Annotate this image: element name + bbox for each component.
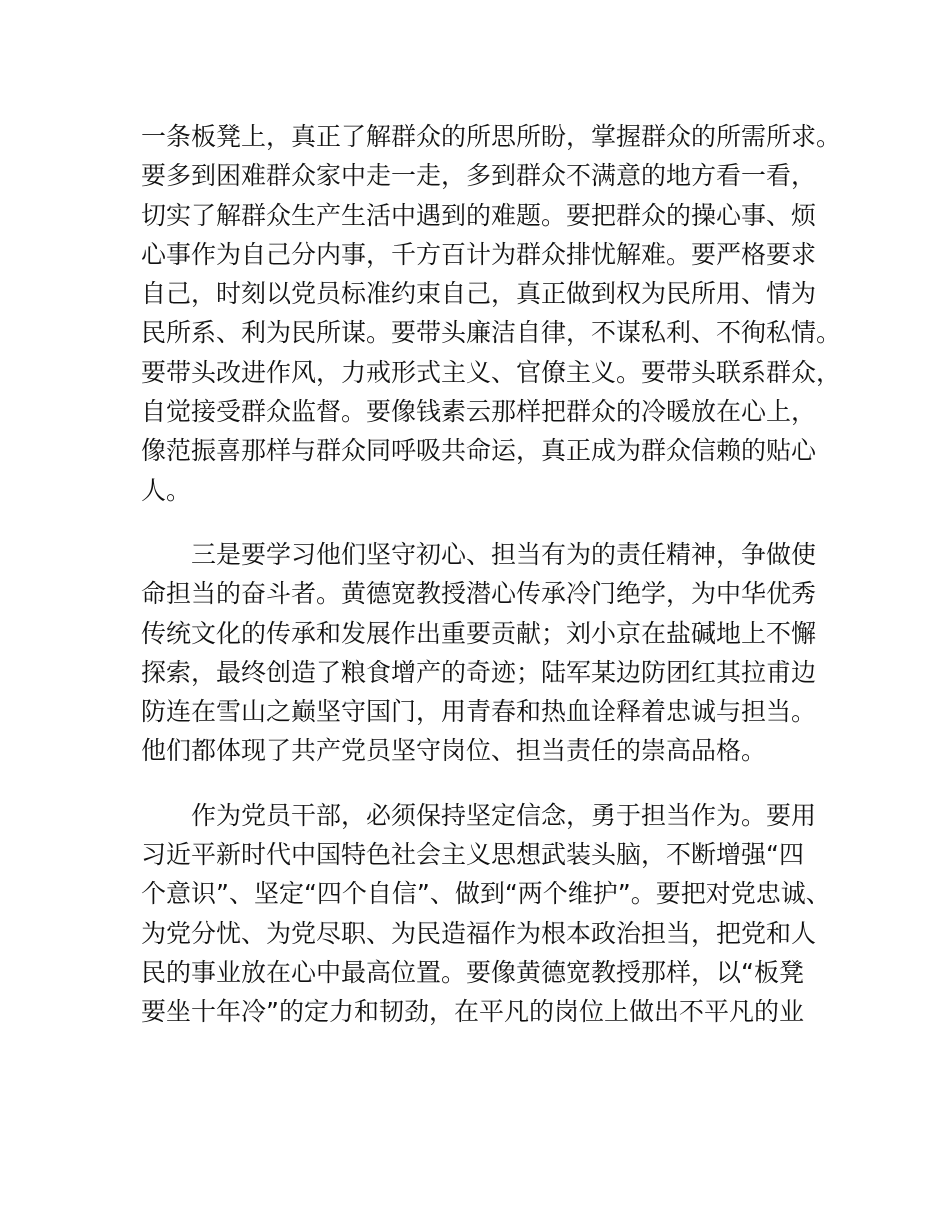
text-line: 他们都体现了共产党员坚守岗位、担当责任的崇高品格。: [141, 736, 767, 766]
text-line: 民的事业放在心中最高位置。要像黄德宽教授那样，以“板凳: [141, 957, 804, 987]
text-line: 防连在雪山之巅坚守国门，用青春和热血诠释着忠诚与担当。: [141, 697, 817, 727]
text-line: 探索，最终创造了粮食增产的奇迹；陆军某边防团红其拉甫边: [141, 657, 817, 687]
text-line: 民所系、利为民所谋。要带头廉洁自律，不谋私利、不徇私情。: [141, 318, 842, 348]
document-body: [141, 117, 841, 1032]
text-line: 习近平新时代中国特色社会主义思想武装头脑，不断增强“四: [141, 840, 804, 870]
paragraph-gap: [141, 771, 841, 796]
paragraph-1: [141, 117, 841, 510]
paragraph-3: [141, 796, 841, 1032]
text-line: 自己，时刻以党员标准约束自己，真正做到权为民所用、情为: [141, 279, 817, 309]
text-line: 作为党员干部，必须保持坚定信念，勇于担当作为。要用: [191, 800, 817, 830]
text-line: 像范振喜那样与群众同呼吸共命运，真正成为群众信赖的贴心: [141, 436, 817, 466]
text-line: 为党分忧、为党尽职、为民造福作为根本政治担当，把党和人: [141, 918, 817, 948]
text-line: 人。: [141, 475, 192, 505]
paragraph-2: [141, 535, 841, 771]
text-line: 要坐十年冷”的定力和韧劲，在平凡的岗位上做出不平凡的业: [141, 997, 804, 1027]
text-line: 心事作为自己分内事，千方百计为群众排忧解难。要严格要求: [141, 239, 817, 269]
text-line: 三是要学习他们坚守初心、担当有为的责任精神，争做使: [191, 539, 817, 569]
text-line: 个意识”、坚定“四个自信”、做到“两个维护”。要把对党忠诚、: [141, 879, 831, 909]
text-line: 一条板凳上，真正了解群众的所思所盼，掌握群众的所需所求。: [141, 122, 842, 151]
text-line: 要多到困难群众家中走一走，多到群众不满意的地方看一看，: [141, 161, 817, 191]
text-line: 切实了解群众生产生活中遇到的难题。要把群众的操心事、烦: [141, 200, 817, 230]
text-line: 自觉接受群众监督。要像钱素云那样把群众的冷暖放在心上，: [141, 397, 817, 427]
text-line: 传统文化的传承和发展作出重要贡献；刘小京在盐碱地上不懈: [141, 618, 817, 648]
text-line: 命担当的奋斗者。黄德宽教授潜心传承冷门绝学，为中华优秀: [141, 579, 817, 609]
text-line: 要带头改进作风，力戒形式主义、官僚主义。要带头联系群众，: [141, 357, 842, 387]
paragraph-gap: [141, 510, 841, 535]
